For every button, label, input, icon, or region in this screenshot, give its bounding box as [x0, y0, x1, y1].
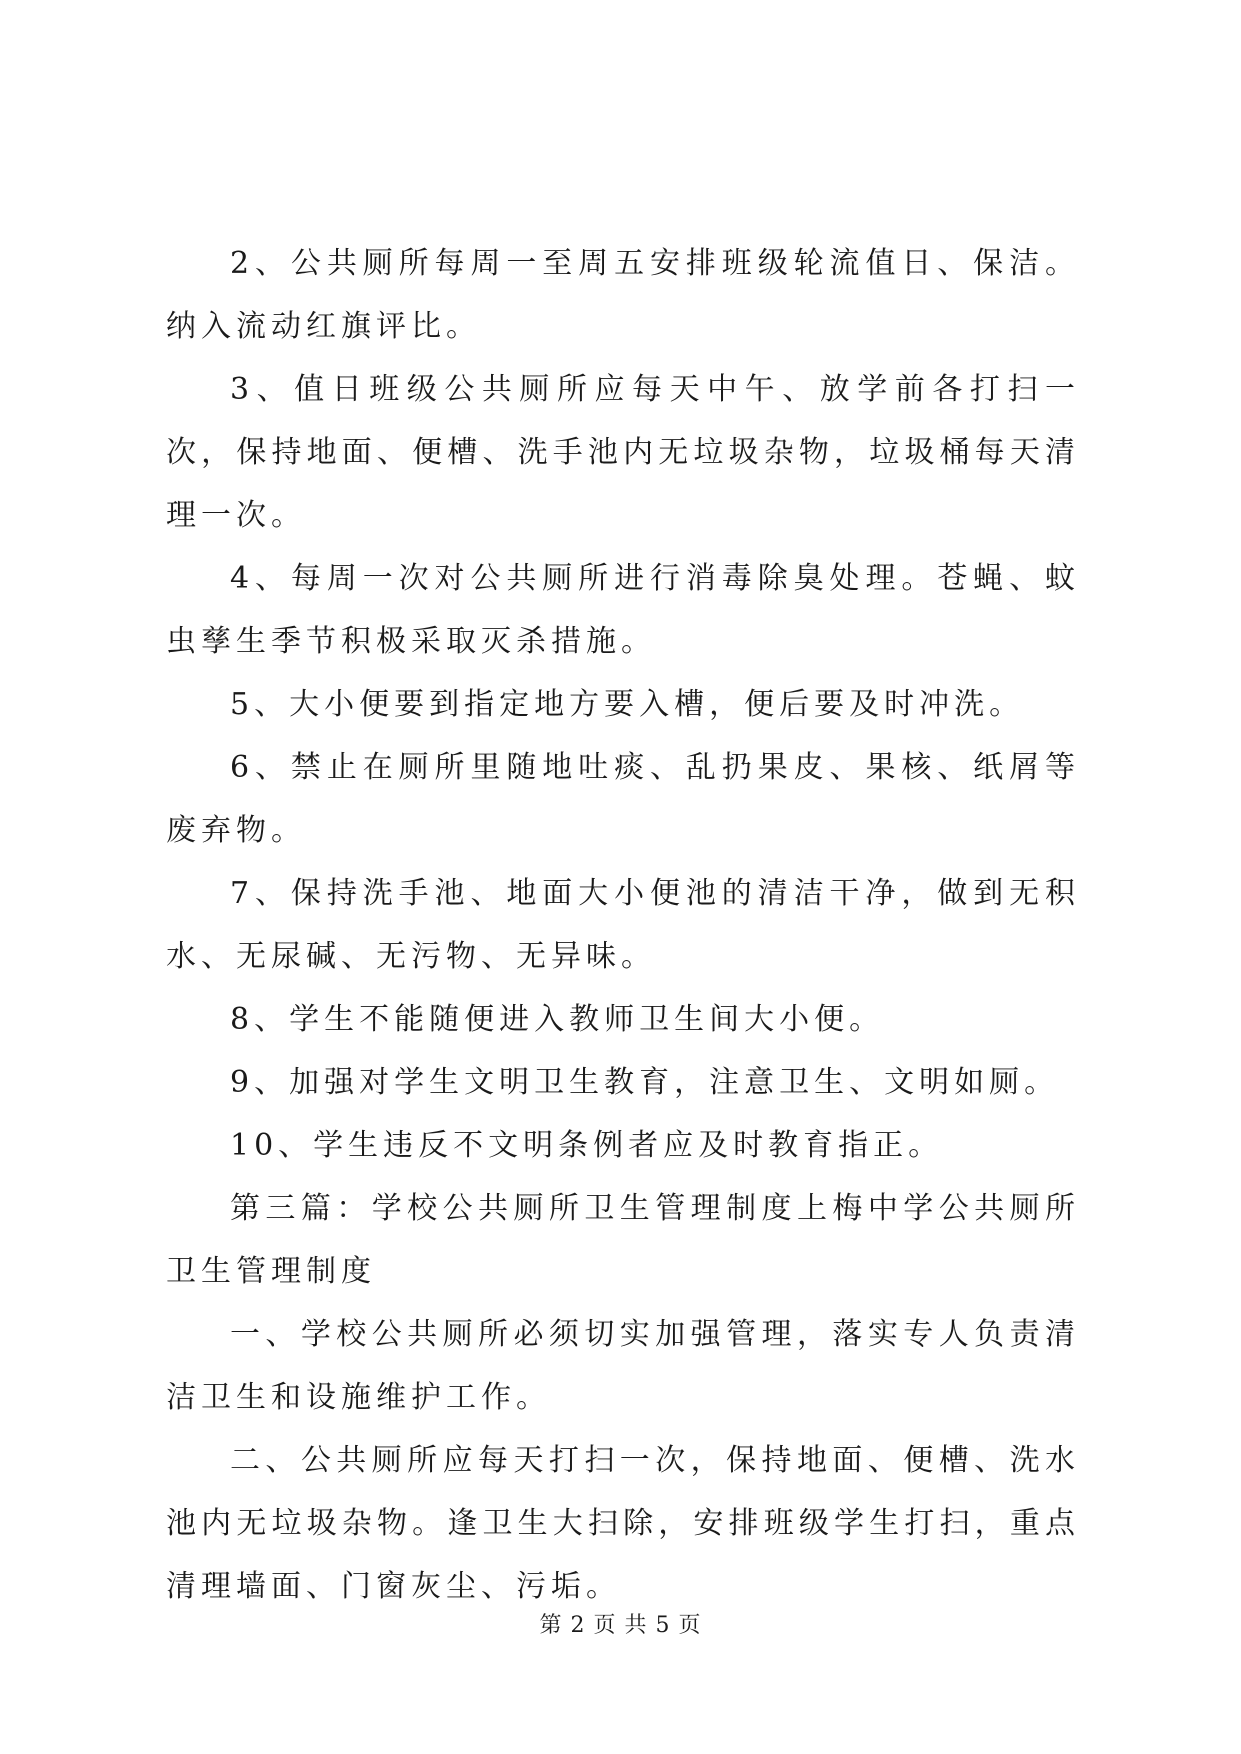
document-body — [166, 232, 1080, 1618]
section-heading: 第三篇：学校公共厕所卫生管理制度上梅中学公共厕所卫生管理制度 — [166, 1191, 1080, 1289]
paragraph-4: 5、大小便要到指定地方要入槽，便后要及时冲洗。 — [230, 687, 1025, 722]
paragraph-10: 一、学校公共厕所必须切实加强管理，落实专人负责清洁卫生和设施维护工作。 — [166, 1317, 1080, 1415]
paragraph-3: 4、每周一次对公共厕所进行消毒除臭处理。苍蝇、蚊虫孳生季节积极采取灭杀措施。 — [166, 561, 1080, 659]
paragraph-2: 3、值日班级公共厕所应每天中午、放学前各打扫一次，保持地面、便槽、洗手池内无垃圾杂物，垃圾桶每天清理一次。 — [166, 372, 1080, 533]
paragraph-7: 8、学生不能随便进入教师卫生间大小便。 — [230, 1002, 885, 1037]
page-number-footer: 第 2 页 共 5 页 — [539, 1613, 702, 1638]
paragraph-9: 10、学生违反不文明条例者应及时教育指正。 — [230, 1128, 944, 1163]
paragraph-1: 2、公共厕所每周一至周五安排班级轮流值日、保洁。纳入流动红旗评比。 — [166, 246, 1080, 344]
paragraph-5: 6、禁止在厕所里随地吐痰、乱扔果皮、果核、纸屑等废弃物。 — [166, 750, 1080, 848]
paragraph-6: 7、保持洗手池、地面大小便池的清洁干净，做到无积水、无尿碱、无污物、无异味。 — [166, 876, 1080, 974]
paragraph-11: 二、公共厕所应每天打扫一次，保持地面、便槽、洗水池内无垃圾杂物。逢卫生大扫除，安排班级学生打扫，重点清理墙面、门窗灰尘、污垢。 — [166, 1443, 1080, 1604]
paragraph-8: 9、加强对学生文明卫生教育，注意卫生、文明如厕。 — [230, 1065, 1060, 1100]
